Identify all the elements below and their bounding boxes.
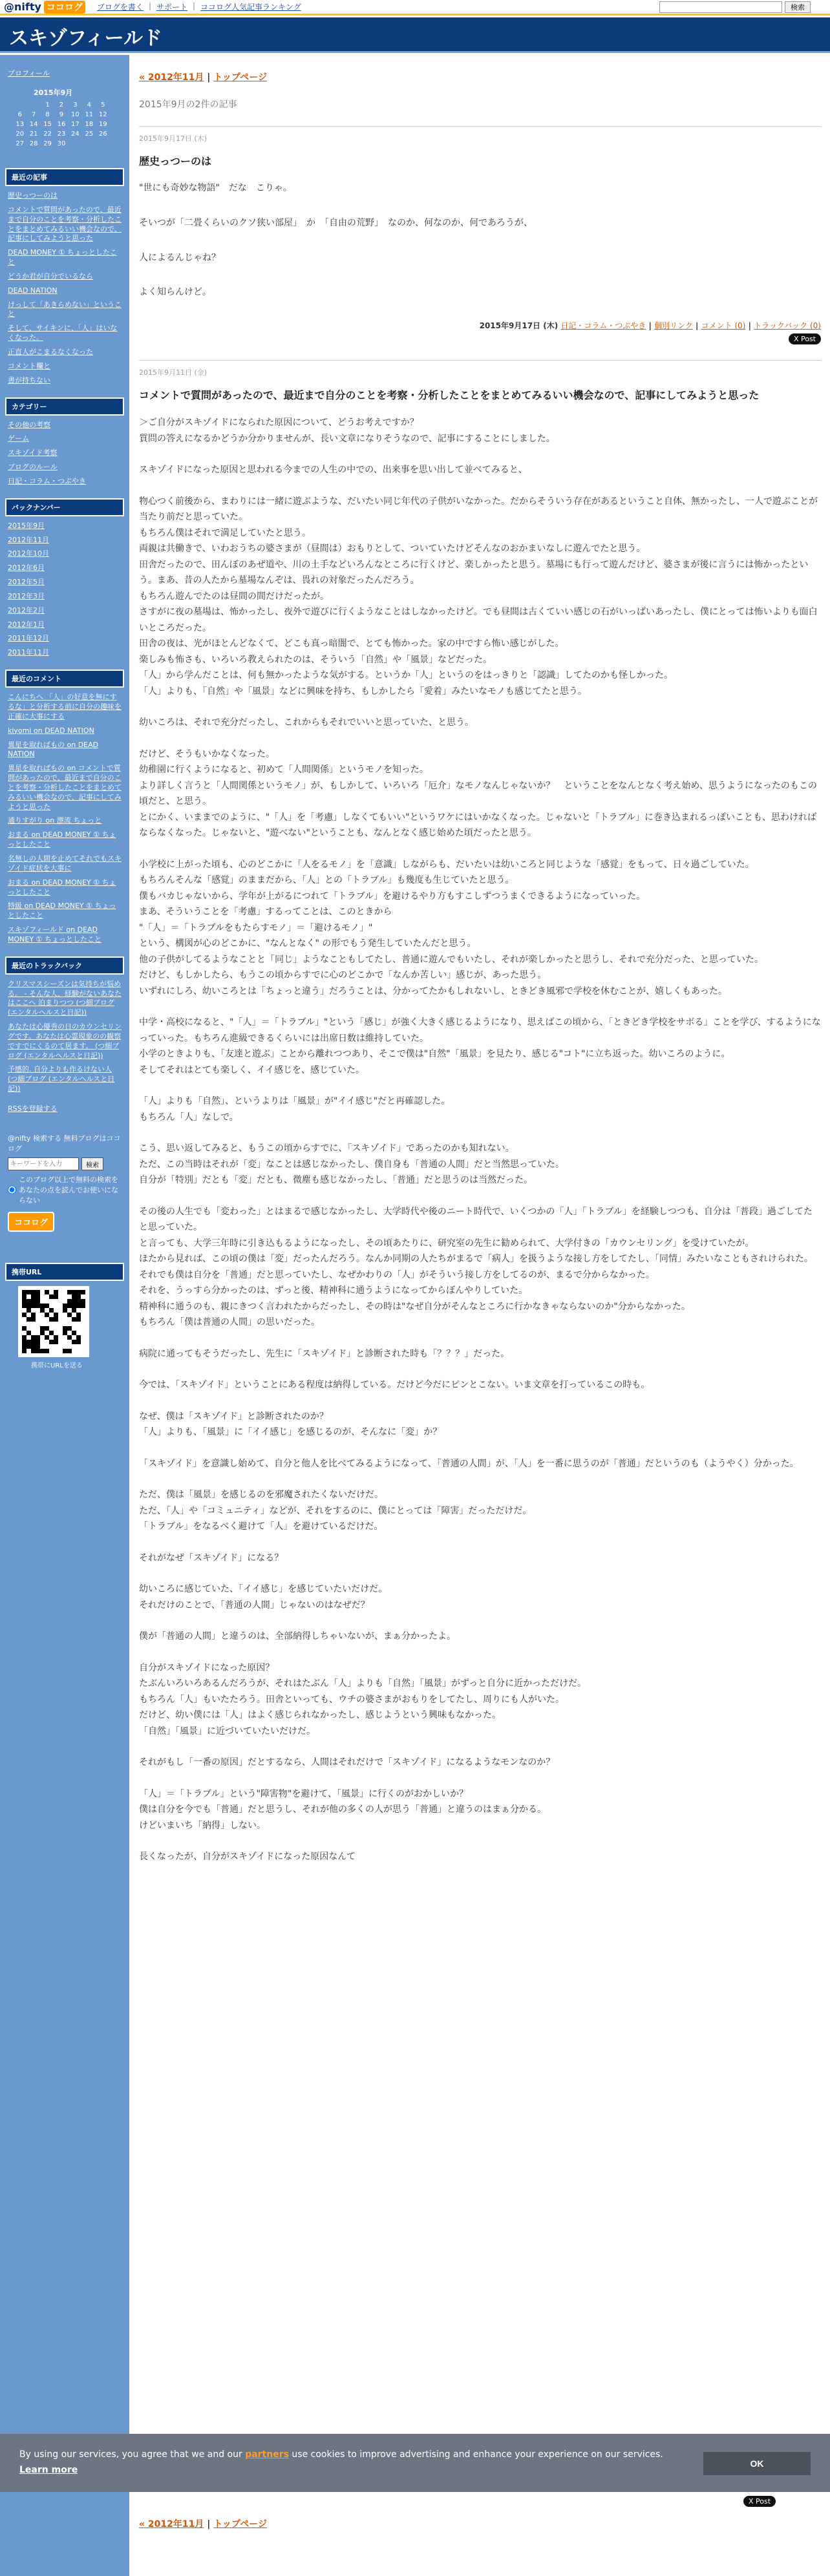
- main-content: [139, 55, 821, 2576]
- sidebar-profile: [8, 68, 122, 78]
- recent-posts-list: [8, 191, 122, 386]
- calendar-day[interactable]: 30: [57, 140, 66, 147]
- calendar-day[interactable]: 26: [98, 131, 107, 138]
- entry-line: 今では、「スキゾイド」ということにある程度は納得している。だけど今だにピンとこない。いま文章を打っているこの時も。: [139, 1380, 650, 1391]
- entry-line: まあ、そういうことを「考慮」するってことは、このときから: [139, 907, 392, 918]
- divider: [139, 126, 821, 127]
- cocolog-badge[interactable]: ココログ: [8, 1212, 54, 1232]
- entry-line: 自分が「特別」だとも「変」だとも、微塵も感じなかったし、「普通」だと思うのは当然だった。: [139, 1175, 533, 1186]
- calendar-day[interactable]: 11: [85, 111, 94, 118]
- entry-line: [139, 1331, 821, 1346]
- comment-item-link[interactable]: kiyomi on DEAD NATION: [8, 726, 94, 735]
- entry-paragraph: よく知らんけど。: [139, 287, 211, 298]
- entry-line: 中学・高校になると、"「人」＝「トラブル」"という「感じ」が強く大きく感じるようになり、思えばこの頃から、「ときどき学校をサボる」ことを学び、するようになっていった。もちろん進級できるくらいには出席日数は維持していた。: [139, 1017, 821, 1044]
- cookie-ok-button[interactable]: OK: [703, 2452, 811, 2475]
- entry-line: 質問の答えになるかどうか分かりませんが、長い文章になりそうなので、記事にすることにしました。: [139, 433, 555, 444]
- cookie-text-part: By using our services, you agree that we and our: [19, 2449, 246, 2460]
- search-scope-row: [8, 1174, 122, 1205]
- entry-line: 「自然」「風景」に近づいていたいだけだ。: [139, 1726, 315, 1737]
- cookie-learn-more-link[interactable]: Learn more: [19, 2465, 78, 2475]
- recent-post-item: [8, 286, 122, 296]
- recent-post-item-link[interactable]: コメントで質問があったので、最近まで自分のことを考察・分析したことをまとめてみるいい機会なので、記事にしてみようと思った: [8, 205, 122, 243]
- entry-line: とにかく、いままでのように、"「人」を「考慮」しなくてもいい"というワケにはいかなくなった。じゃないと「トラブル」に巻き込まれるっぽいことも、思わければならなくなった。じゃないと、"遊べない"ということも、なんとなく感じ始めた頃だったと思う。: [139, 812, 817, 839]
- entry-line: たぶんいろいろあるんだろうが、それはたぶん「人」よりも「自然」「風景」がずっと自分に近かっただけだ。: [139, 1678, 587, 1689]
- cookie-text-part: use cookies to improve advertising and enhance your experience on our services.: [288, 2449, 663, 2460]
- category-item: [8, 449, 122, 458]
- entry-line: ほたから見れば、この頃の僕は「変」だったんだろう。なんか同期の人たちがまるで「病人」を扱うような接し方をしてたし、「同情」みたいなこともされけられた。: [139, 1254, 813, 1265]
- backnumber-item-link[interactable]: 2011年11月: [8, 648, 49, 657]
- category-item: [8, 477, 122, 487]
- entry-line: 田舎の夜は、光がほとんどなくて、どこも真っ暗闇で、とても怖かった。家の中ですら怖い感じがした。: [139, 639, 564, 649]
- topbar-link-support[interactable]: サポート: [156, 3, 187, 12]
- x-post-button[interactable]: X Post: [789, 333, 821, 344]
- recent-post-item: [8, 206, 122, 244]
- recent-posts-heading: 最近の記事: [5, 168, 124, 186]
- entry-line: もちろんそんな「感覚」のままだから、「人」との「トラブル」も幾度も生じていたと思う。: [139, 875, 515, 886]
- x-post-button[interactable]: X Post: [743, 2496, 776, 2507]
- prev-month-link[interactable]: « 2012年11月: [139, 2519, 204, 2529]
- entry-line: 僕は自分を今でも「普通」だと思うし、それが他の多くの人が思う「普通」と違うのはまぁ分かる。: [139, 1804, 546, 1815]
- entry-line: [139, 1472, 821, 1487]
- recent-post-item: [8, 301, 122, 320]
- trackback-item-link[interactable]: クリスマスシーズンは気持ちが悩める。 - そんな人、経験がないあなたはここへ 泊まりつつ (つ細ブログ (エンタルヘルスと日記)): [8, 979, 122, 1017]
- backnumber-list: [8, 522, 122, 658]
- entry-line: 僕もバカじゃないから、学年が上がるにつれて「トラブル」を避けるやり方もすこしずつうまくできるようになっていった。: [139, 891, 646, 902]
- entry-paragraph: 人によるんじゃね？: [139, 252, 220, 263]
- entry-line: ただ、「人」や「コミュニティ」などが、それをするのに、僕にとっては「障害」だっただけだ。: [139, 1505, 532, 1516]
- trackback-item-link[interactable]: 予感的. 自分よりも作るけない人 (つ細ブログ (エンタルヘルスと日記)): [8, 1065, 115, 1093]
- entry-line: もちろん「僕は普通の人間」の思いだった。: [139, 1317, 320, 1328]
- entry-line: もちろん遊んでたのは昼間の間だけだったが。: [139, 591, 329, 602]
- calendar-day[interactable]: 8: [45, 111, 50, 118]
- calendar-day[interactable]: 20: [16, 131, 25, 138]
- category-item: [8, 463, 122, 472]
- backnumber-item: [8, 522, 122, 531]
- recent-post-item: [8, 272, 122, 282]
- entry-line: 「スキゾイド」を意識し始めて、自分と他人を比べてみるようになって、「普通の人間」が、「人」を一番に思うのが「普通」だというのも（ようやく）分かった。: [139, 1458, 799, 1469]
- category-item-link[interactable]: スキゾイド考察: [8, 449, 58, 458]
- calendar-day[interactable]: 4: [87, 101, 91, 109]
- entry-line: 「人」から学んだことは、何も無かったような気がする。というか「人」というのをはっきりと「認識」してたのかも怪しかった。: [139, 670, 673, 681]
- entry-title[interactable]: 歴史っつーのは: [139, 155, 212, 167]
- backnumber-item: [8, 578, 122, 587]
- comment-item-link[interactable]: 特級 on DEAD MONEY ① ちょっとしたこと: [8, 902, 116, 920]
- entry-line: 田舎だったので、田んぼのあぜ道や、川の土手などいろんなところに行くけど、楽しかったと思う。墓場にも行って遊んだけど、婆さまが後に言うには怖かったという。まあ、昔の人たから墓場なんぞは、畏れの対象だったんだろう。: [139, 559, 809, 586]
- bottom-x-post-row: [743, 2496, 776, 2506]
- comment-item: [8, 764, 122, 812]
- calendar-week-row: [13, 120, 110, 129]
- pager-separator: |: [207, 72, 211, 83]
- nifty-topbar: [0, 0, 830, 16]
- entry-line: [139, 1833, 821, 1849]
- recent-post-item-link[interactable]: 正直人がこまるなくなった: [8, 347, 93, 356]
- entry-line: それでも僕は自分を「普通」だと思っていたし、なぜかわりの「人」がそういう接し方をしてるのが、まるで分からなかった。: [139, 1269, 655, 1280]
- recent-post-item: [8, 248, 122, 268]
- comment-item-link[interactable]: おまる on DEAD MONEY ① ちょっとしたこと: [8, 830, 116, 849]
- entry-line: それだけのことで、「普通の人間」じゃないのはなぜだ？: [139, 1599, 370, 1610]
- calendar-title: 2015年9月: [34, 89, 73, 97]
- entry-line: 自分がスキゾイドになった原因？: [139, 1662, 275, 1673]
- calendar-day[interactable]: 27: [16, 140, 25, 147]
- entry-line: 病院に通ってもそうだったし、先生に「スキゾイド」と診断された時も「？？？」だった。: [139, 1348, 510, 1359]
- entry-line: 「人」よりも「自然」、というよりは「風景」が"イイ感じ"だと再確認した。: [139, 1096, 451, 1107]
- entry-footer-date: 2015年9月17日 (木): [479, 321, 559, 331]
- calendar-day[interactable]: 18: [85, 121, 94, 128]
- comment-item: [8, 830, 122, 850]
- entry-body: [139, 415, 821, 1865]
- bottom-pager: [139, 2517, 267, 2530]
- pager-separator: |: [207, 2519, 211, 2529]
- entry-line: 「人」よりも、「自然」や「風景」などに興味を持ち、もしかしたら「愛着」みたいなモノも感じてたと思う。: [139, 686, 587, 697]
- entry-line: 楽しみも怖さも、いろいろ教えられたのは、そういう「自然」や「風景」などだった。: [139, 654, 492, 665]
- backnumber-item: [8, 620, 122, 630]
- recent-post-item-link[interactable]: DEAD NATION: [8, 286, 58, 295]
- entry-line: スキゾイドになった原因と思われる今までの人生の中での、出来事を思い出して並べてみると、: [139, 465, 527, 476]
- sidebar-search: [8, 1157, 122, 1170]
- calendar-day[interactable]: 9: [59, 111, 64, 118]
- recent-post-item-link[interactable]: どうか君が自分でいるなら: [8, 271, 93, 280]
- recent-post-item-link[interactable]: そして、サイキンに、「人」はいなくなった。: [8, 324, 118, 343]
- comment-item: [8, 854, 122, 874]
- trackback-item: [8, 980, 122, 1018]
- categories-heading: カテゴリー: [5, 397, 124, 416]
- entry-date: 2015年9月17日 (木): [139, 134, 208, 143]
- backnumber-item: [8, 564, 122, 573]
- entry-line: [139, 1566, 821, 1581]
- topbar-link-write-blog[interactable]: ブログを書く: [96, 3, 144, 12]
- rss-link[interactable]: RSSを登録する: [8, 1104, 58, 1113]
- recent-post-item-link[interactable]: 書が持ちない: [8, 375, 50, 385]
- entry-line: だけど、幼い僕には「人」はよく感じられなかったし、感じようという興味もなかった。: [139, 1710, 501, 1721]
- comment-item: [8, 726, 122, 736]
- entry-line: 精神科に通うのも、親にきつく言われたからだったし、その時は"なぜ自分がそんなところに行かなきゃならないのか"分からなかった。: [139, 1301, 690, 1312]
- category-item-link[interactable]: ゲーム: [8, 434, 29, 443]
- entry-line: それがなぜ「スキゾイド」になる？: [139, 1552, 284, 1563]
- entry-line: だけど、もしかしたら、もうこの頃からすでに心のどこかで「なんか苦しい」感じが、あった思う。: [139, 970, 547, 981]
- backnumber-item-link[interactable]: 2011年12月: [8, 634, 49, 643]
- entry-paragraph: そいつが「二畳くらいのクソ狭い部屋」 か 「自由の荒野」 なのか、何なのか、何であろうが、: [139, 217, 533, 228]
- topbar-links: [97, 1, 301, 12]
- recent-post-item-link[interactable]: DEAD MONEY ① ちょっとしたこと: [8, 248, 117, 267]
- category-item: [8, 421, 122, 430]
- cookie-text: [19, 2447, 666, 2478]
- entry-line: [139, 1188, 821, 1204]
- calendar-day[interactable]: 2: [59, 101, 64, 109]
- divider: [139, 360, 821, 361]
- entry-comments-link[interactable]: コメント (0): [701, 321, 746, 331]
- entry-line: [139, 1078, 821, 1093]
- comment-item-link[interactable]: 異星を取ればもの on コメントで質問があったので、最近まで自分のことを考察・分析したことをまとめてみるいい機会なので、記事にしてみようと思った: [8, 764, 122, 811]
- recent-post-item: [8, 362, 122, 372]
- sidebar-search-input[interactable]: [8, 1157, 79, 1170]
- entry-line: [139, 1362, 821, 1377]
- entry-line: だけど、そうもいかなくなった。: [139, 748, 275, 759]
- calendar-day[interactable]: 12: [98, 111, 107, 118]
- entry-line: それがもし「一番の原因」だとするなら、人間はそれだけで「スキゾイド」になるようなモンなのか？: [139, 1757, 555, 1768]
- cookie-banner: [0, 2434, 830, 2492]
- backnumber-item-link[interactable]: 2012年6月: [8, 564, 45, 573]
- entry-line: 他の子供がしてるようなことと「同じ」ようなこともしてたし、普通に遊んでもいたし、それが楽しかったと思うし、それで充分だった、と思っていた。: [139, 954, 763, 965]
- entry-line: 小学のときよりも、「友達と遊ぶ」ことから離れつつあり、そこで僕は"自然"「風景」を見たり、感じる"コト"に立ち返った。幼いころのように。: [139, 1049, 730, 1060]
- calendar-day[interactable]: 21: [29, 131, 38, 138]
- calendar-day[interactable]: 1: [45, 101, 50, 109]
- category-item: [8, 434, 122, 444]
- qr-code-icon: [18, 1286, 89, 1357]
- category-item-link[interactable]: その他の考察: [8, 420, 50, 429]
- x-post-row: [139, 333, 821, 344]
- calendar-day: [13, 100, 27, 110]
- category-item-link[interactable]: ブログのルール: [8, 463, 58, 472]
- mobile-url-send-link[interactable]: 携帯にURLを送る: [31, 1362, 83, 1369]
- recent-post-item-link[interactable]: コメント欄と: [8, 361, 50, 370]
- topbar-separator: |: [148, 1, 151, 10]
- nifty-logo[interactable]: [0, 1, 85, 14]
- entry-line: 「トラブル」をなるべく避けて「人」を避けているだけだ。: [139, 1521, 383, 1532]
- entry-line: 「人」＝「トラブル」という"障害物"を避けて、「風景」に行くのがおかしいか？: [139, 1788, 469, 1799]
- comment-item: [8, 902, 122, 921]
- calendar-day[interactable]: 5: [101, 101, 105, 109]
- backnumber-item: [8, 549, 122, 559]
- calendar-day: [27, 100, 40, 110]
- backnumber-item: [8, 648, 122, 658]
- nifty-search-label: @nifty 検索する 無料ブログはココログ: [8, 1134, 121, 1153]
- categories-list: [8, 421, 122, 487]
- entry-line: ＞ご自分がスキゾイドになられた原因について、どうお考えですか？: [139, 417, 419, 428]
- backnumber-item: [8, 606, 122, 616]
- entry-line: そしてそれはとても楽しく、イイ感じを、感じていた。: [139, 1064, 365, 1075]
- entry-line: 幼稚園に行くようになると、初めて「人間関係」というモノを知った。: [139, 765, 429, 776]
- entry-line: もちろん僕はそれで満足していたと思う。: [139, 527, 311, 538]
- entry-line: 「人」よりも、「風景」に「イイ感じ」を感じるのが、そんなに「変」か？: [139, 1427, 442, 1438]
- comment-item-link[interactable]: スキゾフィールド on DEAD MONEY ① ちょっとしたこと: [8, 925, 101, 944]
- entry-line: [139, 1535, 821, 1550]
- calendar-day[interactable]: 23: [57, 131, 66, 138]
- topbar-link-ranking[interactable]: ココログ人気記事ランキング: [200, 3, 301, 12]
- backnumber-item: [8, 536, 122, 545]
- entry-date: 2015年9月11日 (金): [139, 368, 208, 377]
- calendar-day[interactable]: 19: [98, 121, 107, 128]
- entry-line: [139, 1739, 821, 1755]
- entry-permalink[interactable]: 個別リンク: [654, 321, 693, 331]
- entry-line: [139, 1441, 821, 1456]
- blog-header: [0, 17, 830, 53]
- calendar-week-row: [13, 139, 110, 149]
- entry-line: けどいまいち「納得」しない。: [139, 1820, 266, 1831]
- calendar-day[interactable]: 25: [85, 131, 94, 138]
- entry-line: ただ、僕は「風景」を感じるのを邪魔されたくないだけだ。: [139, 1490, 383, 1501]
- entry-line: 両親は共働きで、いわおうちの婆さまが（昼間は）おもりとして、ついていたけどそんなのおかまいなしに遊んでたと思う。: [139, 544, 646, 554]
- entry-line: [139, 1613, 821, 1629]
- entry-line: [139, 1771, 821, 1786]
- entry-category-link[interactable]: 日記・コラム・つぶやき: [560, 321, 646, 331]
- rss-link-row: [8, 1103, 122, 1114]
- trackback-item-link[interactable]: あなたは心優秀の日のカウンセリングです。あなたは心霊現象のの観察ですでにくるのて居ます。 (つ細ブログ (エンタルヘルスと日記)): [8, 1022, 122, 1060]
- calendar-day[interactable]: 14: [29, 121, 38, 128]
- recent-comments-heading: 最近のコメント: [5, 670, 124, 688]
- prev-month-link[interactable]: « 2012年11月: [139, 72, 204, 83]
- calendar-day[interactable]: 28: [29, 140, 38, 147]
- top-page-link[interactable]: トップページ: [213, 2519, 267, 2529]
- calendar-week-row: [13, 110, 110, 120]
- nifty-logo-text: @nifty: [4, 1, 41, 13]
- comment-item: [8, 925, 122, 945]
- category-item-link[interactable]: 日記・コラム・つぶやき: [8, 476, 86, 485]
- comment-item-link[interactable]: 通りすがり on 漂流 ちょっと: [8, 816, 102, 825]
- entry-footer: 2015年9月17日 (木) 日記・コラム・つぶやき | 個別リンク | コメント (0) | トラックバック (0): [479, 321, 821, 331]
- calendar-day[interactable]: 13: [16, 121, 25, 128]
- entry-line: その後の人生でも「変わった」とはまるで感じなかったし、大学時代や後のニート時代で、いくつかの「人」「トラブル」を経験しつつも、自分は「普段」過ごしてたと思っていた。: [139, 1206, 813, 1233]
- comment-item: [8, 816, 122, 826]
- backnumber-item-link[interactable]: 2012年1月: [8, 620, 45, 629]
- entry-line: という、構図が心のどこかに、"なんとなく" の形でもう発生していたんだと思う。: [139, 938, 476, 949]
- entry-line: 僕が「普通の人間」と違うのは、全部納得しちゃいないが、まぁ分かったよ。: [139, 1631, 456, 1642]
- entry-line: [139, 478, 821, 494]
- calendar-day[interactable]: 6: [17, 111, 22, 118]
- trackback-item: [8, 1065, 122, 1094]
- sidebar: [0, 55, 129, 2576]
- calendar-day[interactable]: 7: [31, 111, 36, 118]
- entry-line: [139, 1645, 821, 1660]
- backnumber-item-link[interactable]: 2015年9月: [8, 521, 45, 530]
- comment-item-link[interactable]: 名無しの人間を止めてそれでもスキゾイド症状を大事に: [8, 854, 122, 872]
- recent-post-item: [8, 376, 122, 386]
- entry-title[interactable]: コメントで質問があったので、最近まで自分のことを考察・分析したことをまとめてみるいい機会なので、記事にしてみようと思った: [139, 389, 760, 402]
- backnumber-item-link[interactable]: 2012年11月: [8, 535, 49, 544]
- backnumber-item-link[interactable]: 2012年3月: [8, 591, 45, 600]
- backnumber-item: [8, 592, 122, 602]
- archive-subtitle: 2015年9月の2件の記事: [139, 100, 237, 110]
- backnumber-item-link[interactable]: 2012年2月: [8, 606, 45, 615]
- recent-post-item: [8, 348, 122, 357]
- entry-line: "「人」＝「トラブルをもたらすモノ」＝「避けるモノ」": [139, 922, 373, 933]
- entry-line: 長くなったが、自分がスキゾイドになった原因なんて: [139, 1852, 356, 1863]
- entry-line: [139, 731, 821, 746]
- entry-line: さすがに夜の墓場は、怖かったし、夜外で遊びに行くようなことはしなかったけど。でも昼間は古くていい感じの石がいっぱいあったし、僕にとっては怖いよりも面白いところだった。: [139, 607, 818, 633]
- entry-line: 物心つく前後から、まわりには一緒に遊ぶような、だいたい同じ年代の子供がいなかった。だからそういう存在があるということ自体、無かったし、一人で遊ぶことが当たり前だと思っていた。: [139, 496, 818, 523]
- sidebar-search-button[interactable]: 検索: [81, 1157, 103, 1170]
- entry-line: 幼いころは、それで充分だったし、これからもそれでいいと思っていた、と思う。: [139, 717, 474, 728]
- recent-post-item-link[interactable]: 歴史っつーのは: [8, 191, 58, 200]
- mobile-url-heading: 携帯URL: [5, 1263, 124, 1281]
- calendar-week-row: [13, 129, 110, 139]
- entry-line: [139, 1393, 821, 1409]
- search-scope-radio[interactable]: [8, 1174, 16, 1205]
- comment-item: [8, 878, 122, 898]
- topbar-search-button[interactable]: 検索: [785, 1, 811, 13]
- entry-line: 小学校に上がった頃も、心のどこかに「人をるモノ」を「意識」しながらも、だいたいは幼いころと同じような「感覚」をもって、日々過ごしていた。: [139, 859, 754, 870]
- comment-item-link[interactable]: おまる on DEAD MONEY ① ちょっとしたこと: [8, 878, 116, 896]
- entry-line: こう、思い返してみると、もうこの頃からすでに、「スキゾイド」であったのかも知れない。: [139, 1143, 515, 1154]
- search-scope-label: このブログ以上で無料の検索をあなたの点を読んでお使いにならない: [19, 1176, 118, 1205]
- comment-item-link[interactable]: こんにちへ 「人」の好意を無にするな」と分析する前に自分の趣味を正確に大事にする: [8, 693, 122, 721]
- entry-line: より詳しく言うと「人間関係というモノ」が、もしかして、いろいろ「厄介」なモノなんじゃないか？ ということをなんとなく考え始め、思うようになったのもこの頃だと、と思う。: [139, 780, 817, 807]
- cookie-partners-link[interactable]: partners: [245, 2449, 289, 2460]
- recent-post-item-link[interactable]: けっして「あきらめない」ということ: [8, 300, 122, 319]
- entry-line: もちろん「人」もいたたろう。田舎といっても、ウチの婆さまがおもりをしてたし、周りにも人がいた。: [139, 1694, 564, 1705]
- trackback-item: [8, 1022, 122, 1061]
- entry-line: [139, 841, 821, 857]
- top-pager: [139, 70, 821, 83]
- calendar-day: [96, 139, 110, 149]
- calendar-week-row: [13, 100, 110, 110]
- entry-line: それを、うっすら分かったのは、ずっと後、精神科に通うようになってからぼんやりしていた。: [139, 1285, 528, 1296]
- recent-comments-list: [8, 693, 122, 945]
- entry-line: [139, 999, 821, 1015]
- calendar-day[interactable]: 10: [71, 111, 80, 118]
- backnumber-item: [8, 634, 122, 644]
- backnumber-item-link[interactable]: 2012年10月: [8, 549, 49, 558]
- comment-item: [8, 693, 122, 722]
- calendar-day[interactable]: 24: [71, 131, 80, 138]
- recent-trackbacks-heading: 最近のトラックバック: [5, 956, 124, 975]
- entry-line: ただ、この当時はそれが「変」なことは感じなかったし、僕自身も「普通の人間」だと当然思っていた。: [139, 1159, 564, 1170]
- entry-line: なぜ、僕は「スキゾイド」と診断されたのか？: [139, 1411, 328, 1422]
- topbar-search: [659, 1, 811, 13]
- calendar-day: [82, 139, 96, 149]
- cocolog-logo-text: ココログ: [44, 1, 85, 14]
- calendar-day[interactable]: 17: [71, 121, 80, 128]
- profile-link[interactable]: プロフィール: [8, 69, 50, 78]
- calendar: [13, 100, 110, 149]
- calendar-day[interactable]: 15: [43, 121, 52, 128]
- entry-line: 幼いころに感じていた、「イイ感じ」を感じていたいだけだ。: [139, 1584, 388, 1595]
- calendar-day[interactable]: 29: [43, 140, 52, 147]
- calendar-day[interactable]: 16: [57, 121, 66, 128]
- blog-title[interactable]: スキゾフィールド: [9, 27, 162, 50]
- top-page-link[interactable]: トップページ: [213, 72, 267, 83]
- recent-post-item: [8, 324, 122, 343]
- entry-line: [139, 699, 821, 715]
- recent-post-item: [8, 191, 122, 201]
- topbar-search-input[interactable]: [659, 1, 782, 13]
- entry-line: [139, 1125, 821, 1141]
- comment-item: [8, 741, 122, 760]
- calendar-day[interactable]: 3: [73, 101, 78, 109]
- entry-line: いずれにしろ、幼いころとは「ちょっと違う」だろうことは、分かってたかもしれないし、ときどき風邪で学校を休むことが、嬉しくもあった。: [139, 986, 727, 997]
- entry-line: [139, 447, 821, 462]
- calendar-day: [69, 139, 82, 149]
- comment-item-link[interactable]: 異星を取ればもの on DEAD NATION: [8, 740, 99, 759]
- topbar-separator: |: [193, 1, 196, 10]
- entry-line: と言っても、大学三年時に引き込もるようになったし、その頃あたりに、研究室の先生に勧められて、大学付きの「カウンセリング」を受けていたが。: [139, 1238, 754, 1249]
- entry-paragraph: "世にも奇妙な物語" だな こりゃ。: [139, 183, 292, 193]
- calendar-day[interactable]: 22: [43, 131, 52, 138]
- recent-trackbacks-list: [8, 980, 122, 1094]
- backnumber-heading: バックナンバー: [5, 498, 124, 516]
- entry-trackback-link[interactable]: トラックバック (0): [754, 321, 821, 331]
- backnumber-item-link[interactable]: 2012年5月: [8, 578, 45, 587]
- entry-line: もちろん「人」なしで。: [139, 1112, 239, 1123]
